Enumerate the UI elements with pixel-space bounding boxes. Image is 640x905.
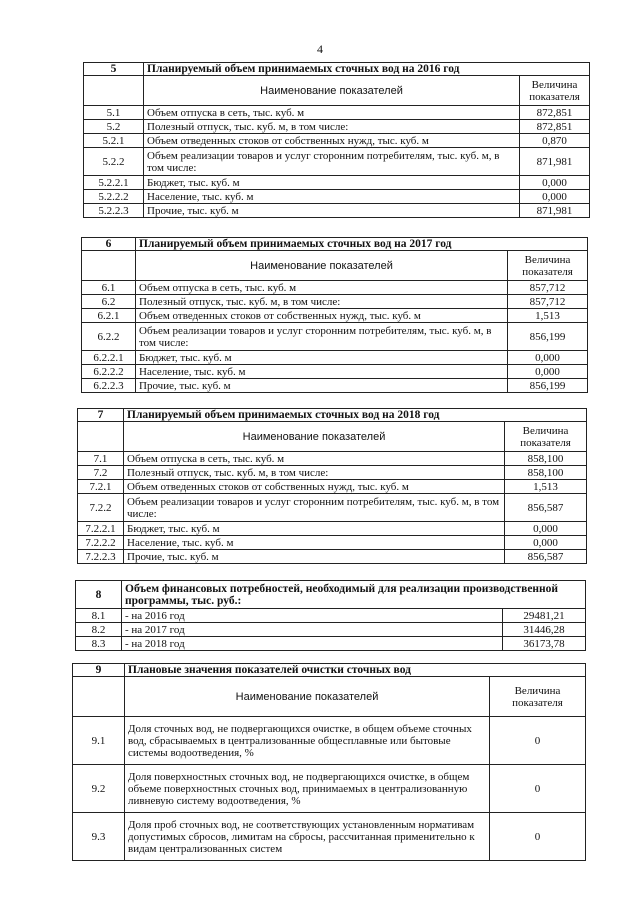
row-label: Объем реализации товаров и услуг сторонним потребителям, тыс. куб. м, в том числе:	[144, 148, 520, 176]
section-number: 8	[76, 581, 122, 609]
row-number: 7.2.2.2	[78, 536, 124, 550]
row-label: Прочие, тыс. куб. м	[144, 204, 520, 218]
section-number: 7	[78, 409, 124, 422]
row-label: Объем отведенных стоков от собственных нужд, тыс. куб. м	[124, 480, 505, 494]
row-number: 6.2.2.1	[82, 351, 136, 365]
row-value: 0	[490, 765, 586, 813]
row-number: 9.3	[73, 813, 125, 861]
row-number: 5.1	[84, 106, 144, 120]
table-section-5	[83, 62, 590, 218]
row-value: 0	[490, 813, 586, 861]
row-label: - на 2017 год	[122, 623, 503, 637]
row-value: 856,199	[508, 323, 588, 351]
row-label: Объем отпуска в сеть, тыс. куб. м	[144, 106, 520, 120]
row-number: 9.1	[73, 717, 125, 765]
section-title: Объем финансовых потребностей, необходимый для реализации производственной программы, тыс. руб.:	[122, 581, 586, 609]
row-label: Полезный отпуск, тыс. куб. м, в том числе:	[124, 466, 505, 480]
row-label: Доля поверхностных сточных вод, не подвергающихся очистке, в общем объеме поверхностных сточных вод, принимаемых в централизованную ливневую систему водоотведения, %	[125, 765, 490, 813]
row-number: 5.2	[84, 120, 144, 134]
row-value: 872,851	[520, 106, 590, 120]
row-value: 0,000	[508, 351, 588, 365]
row-label: Доля проб сточных вод, не соответствующих установленным нормативам допустимых сбросов, лимитам на сбросы, рассчитанная применительно к видам централизованных систем	[125, 813, 490, 861]
section-title: Планируемый объем принимаемых сточных вод на 2017 год	[136, 238, 588, 251]
header-name: Наименование показателей	[144, 76, 520, 106]
row-value: 36173,78	[503, 637, 586, 651]
page-number: 4	[317, 42, 323, 56]
row-number: 5.2.1	[84, 134, 144, 148]
row-value: 858,100	[505, 452, 587, 466]
row-label: Население, тыс. куб. м	[136, 365, 508, 379]
row-value: 1,513	[505, 480, 587, 494]
row-value: 0,000	[508, 365, 588, 379]
row-number: 8.2	[76, 623, 122, 637]
row-value: 857,712	[508, 281, 588, 295]
header-name: Наименование показателей	[124, 422, 505, 452]
row-number: 6.2.2	[82, 323, 136, 351]
row-label: Бюджет, тыс. куб. м	[144, 176, 520, 190]
row-number: 6.2	[82, 295, 136, 309]
row-label: Прочие, тыс. куб. м	[124, 550, 505, 564]
row-label: Бюджет, тыс. куб. м	[136, 351, 508, 365]
row-number: 7.1	[78, 452, 124, 466]
header-value: Величина показателя	[508, 251, 588, 281]
row-label: Доля сточных вод, не подвергающихся очистке, в общем объеме сточных вод, сбрасываемых в централизованные общесплавные или бытовые системы водоотведения, %	[125, 717, 490, 765]
header-name: Наименование показателей	[136, 251, 508, 281]
row-value: 871,981	[520, 148, 590, 176]
row-label: Прочие, тыс. куб. м	[136, 379, 508, 393]
empty-cell	[73, 677, 125, 717]
row-number: 8.1	[76, 609, 122, 623]
row-number: 8.3	[76, 637, 122, 651]
table-section-7	[77, 408, 587, 564]
row-number: 5.2.2.1	[84, 176, 144, 190]
row-label: Бюджет, тыс. куб. м	[124, 522, 505, 536]
row-label: Объем отведенных стоков от собственных нужд, тыс. куб. м	[136, 309, 508, 323]
row-label: Полезный отпуск, тыс. куб. м, в том числе:	[136, 295, 508, 309]
row-number: 7.2.1	[78, 480, 124, 494]
header-value: Величина показателя	[490, 677, 586, 717]
row-number: 6.2.1	[82, 309, 136, 323]
row-value: 856,587	[505, 550, 587, 564]
row-label: - на 2016 год	[122, 609, 503, 623]
empty-cell	[78, 422, 124, 452]
row-label: Население, тыс. куб. м	[124, 536, 505, 550]
header-value: Величина показателя	[505, 422, 587, 452]
row-number: 5.2.2.2	[84, 190, 144, 204]
row-value: 856,587	[505, 494, 587, 522]
row-value: 1,513	[508, 309, 588, 323]
row-label: Объем отпуска в сеть, тыс. куб. м	[136, 281, 508, 295]
row-value: 0,000	[520, 190, 590, 204]
row-number: 6.2.2.2	[82, 365, 136, 379]
table-section-8	[75, 580, 586, 651]
section-title: Планируемый объем принимаемых сточных вод на 2018 год	[124, 409, 587, 422]
row-number: 6.2.2.3	[82, 379, 136, 393]
row-number: 5.2.2	[84, 148, 144, 176]
row-value: 857,712	[508, 295, 588, 309]
section-title: Плановые значения показателей очистки сточных вод	[125, 664, 586, 677]
empty-cell	[82, 251, 136, 281]
row-label: Объем реализации товаров и услуг сторонним потребителям, тыс. куб. м, в том числе:	[136, 323, 508, 351]
row-label: Объем отпуска в сеть, тыс. куб. м	[124, 452, 505, 466]
row-number: 7.2.2	[78, 494, 124, 522]
header-name: Наименование показателей	[125, 677, 490, 717]
row-number: 7.2	[78, 466, 124, 480]
row-value: 31446,28	[503, 623, 586, 637]
section-number: 9	[73, 664, 125, 677]
row-label: Полезный отпуск, тыс. куб. м, в том числе:	[144, 120, 520, 134]
row-label: Объем реализации товаров и услуг сторонним потребителям, тыс. куб. м, в том числе:	[124, 494, 505, 522]
row-value: 0,000	[505, 522, 587, 536]
section-number: 6	[82, 238, 136, 251]
table-section-6	[81, 237, 588, 393]
row-label: Население, тыс. куб. м	[144, 190, 520, 204]
header-value: Величина показателя	[520, 76, 590, 106]
row-number: 7.2.2.1	[78, 522, 124, 536]
row-value: 856,199	[508, 379, 588, 393]
row-number: 6.1	[82, 281, 136, 295]
row-number: 9.2	[73, 765, 125, 813]
empty-cell	[84, 76, 144, 106]
row-value: 0	[490, 717, 586, 765]
row-label: Объем отведенных стоков от собственных нужд, тыс. куб. м	[144, 134, 520, 148]
row-value: 858,100	[505, 466, 587, 480]
row-value: 871,981	[520, 204, 590, 218]
row-value: 872,851	[520, 120, 590, 134]
row-value: 0,870	[520, 134, 590, 148]
row-value: 29481,21	[503, 609, 586, 623]
row-value: 0,000	[520, 176, 590, 190]
row-value: 0,000	[505, 536, 587, 550]
row-label: - на 2018 год	[122, 637, 503, 651]
row-number: 5.2.2.3	[84, 204, 144, 218]
row-number: 7.2.2.3	[78, 550, 124, 564]
section-title: Планируемый объем принимаемых сточных вод на 2016 год	[144, 63, 590, 76]
section-number: 5	[84, 63, 144, 76]
table-section-9	[72, 663, 586, 861]
